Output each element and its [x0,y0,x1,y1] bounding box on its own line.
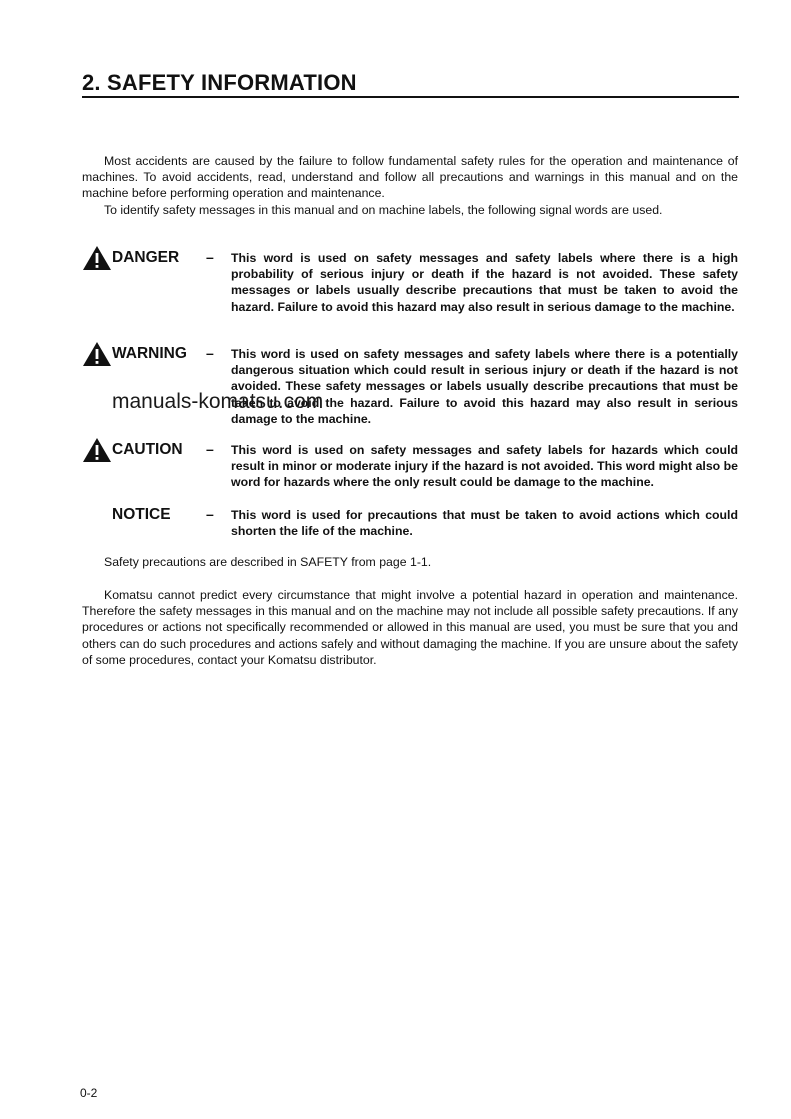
notice-dash: – [206,506,214,522]
danger-label [82,245,212,271]
komatsu-disclaimer-paragraph [82,587,738,668]
page-title: 2. SAFETY INFORMATION [82,70,357,95]
warning-triangle-icon [82,245,112,271]
notice-word: NOTICE [112,506,171,523]
warning-triangle-icon [82,437,112,463]
warning-label [82,341,212,367]
caution-word: CAUTION [112,441,183,458]
watermark: manuals-komatsu.com [112,390,324,413]
warning-word: WARNING [112,345,187,362]
danger-dash: – [206,249,214,265]
caution-description: This word is used on safety messages and safety labels for hazards which could result in minor or moderate injury if the hazard is not avoided. This word might also be word for hazards where the only result could be damage to the machine. [231,443,738,490]
title-underline [82,96,739,98]
signal-words-intro [82,202,738,218]
page-number: 0-2 [80,1086,98,1100]
komatsu-disclaimer-text: Komatsu cannot predict every circumstance that might involve a potential hazard in operation and maintenance. Therefore the safety messages in this manual and on the machine may not include all possible safety precautions. If any procedures or actions not specifically recommended or allowed in this manual are used, you must be sure that you and others can do such procedures and actions safely and without damaging the machine. If you are unsure about the safety of some procedures, contact your Komatsu distributor. [82,588,738,667]
caution-dash: – [206,441,214,457]
danger-description: This word is used on safety messages and safety labels where there is a high probability of serious injury or death if the hazard is not avoided. These safety messages or labels usually describe precautions that must be taken to avoid the hazard. Failure to avoid this hazard may also result in serious damage to the machine. [231,251,738,314]
signal-words-intro-text: To identify safety messages in this manual and on machine labels, the following signal words are used. [104,203,663,217]
warning-triangle-icon [82,341,112,367]
danger-word: DANGER [112,249,180,266]
notice-description: This word is used for precautions that must be taken to avoid actions which could shorten the life of the machine. [231,508,738,539]
caution-label [82,437,212,463]
warning-description: This word is used on safety messages and safety labels where there is a potentially dangerous situation which could result in serious injury or death if the hazard is not avoided. These safety messages or labels usually describe precautions that must be taken to avoid the hazard. Failure to avoid this hazard may also result in serious damage to the machine. [231,347,738,426]
intro-text: Most accidents are caused by the failure to follow fundamental safety rules for the operation and maintenance of machines. To avoid accidents, read, understand and follow all precautions and warnings in this manual and on the machine before performing operation and maintenance. [82,154,738,201]
notice-label [82,502,242,528]
warning-dash: – [206,345,214,361]
safety-reference-paragraph [82,554,738,570]
safety-reference-text: Safety precautions are described in SAFETY from page 1-1. [104,555,432,569]
intro-paragraph [82,153,738,202]
